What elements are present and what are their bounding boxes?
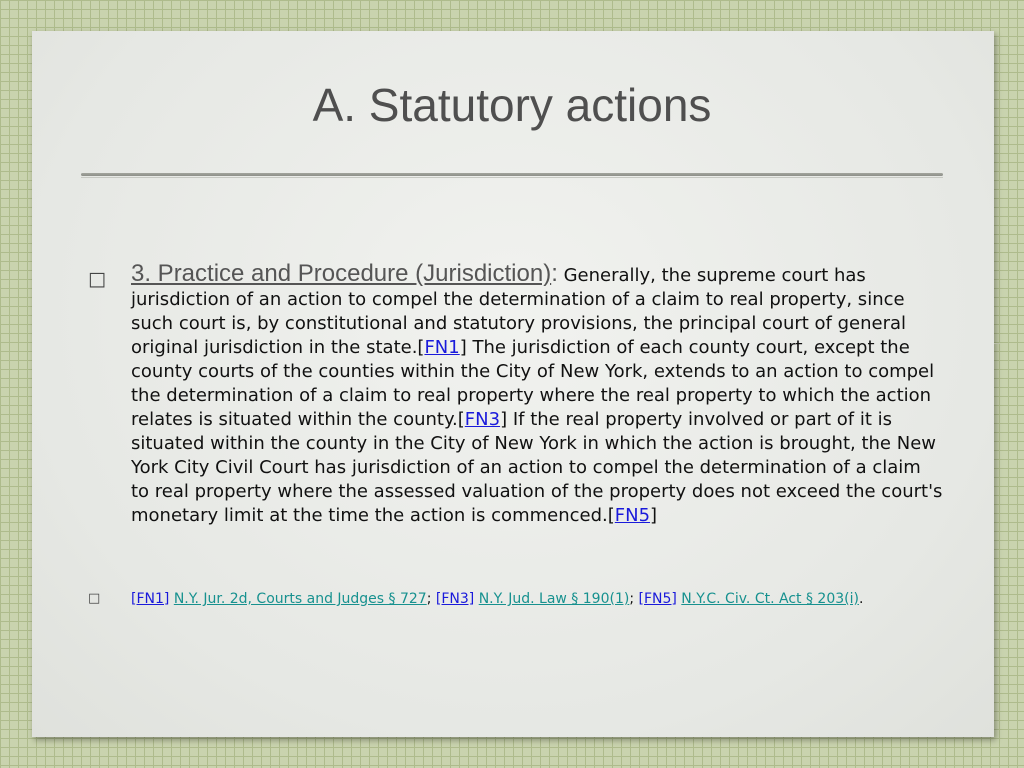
citation-link-fn3[interactable]: N.Y. Jud. Law § 190(1) [478,591,630,607]
citation-tag-fn3[interactable]: [FN3] [435,591,475,607]
bullet-square-icon-small: □ [88,591,101,606]
citation-link-fn1[interactable]: N.Y. Jur. 2d, Courts and Judges § 727 [173,591,427,607]
citation-link-fn5[interactable]: N.Y.C. Civ. Ct. Act § 203(i) [681,591,859,607]
title-divider-highlight [81,177,943,178]
title-divider [81,173,943,176]
citation-tag-fn1[interactable]: [FN1] [131,591,170,607]
footnote-link-fn3[interactable]: FN3 [464,409,501,430]
footnote-citations [131,590,921,609]
bullet-square-icon: □ [88,268,106,290]
citation-separator: ; [426,591,436,607]
citation-tag-fn5[interactable]: [FN5] [638,591,677,607]
section-heading: 3. Practice and Procedure (Jurisdiction) [131,260,552,287]
citation-end: . [858,591,864,607]
slide-title: A. Statutory actions [312,79,712,131]
heading-colon: : [551,260,558,287]
body-text-b: ] The jurisdiction of each county court, except the county courts of the counties within the City of New York, extends to an action to compel the determination of a claim to real property where the real property to which the action relates is situated within the county.[ [131,337,935,430]
bullet-jurisdiction-text [131,262,943,528]
footnote-link-fn5[interactable]: FN5 [614,505,651,526]
body-text-a: Generally, the supreme court has jurisdiction of an action to compel the determination of a claim to real property, since such court is, by constitutional and statutory provisions, the principal court of general original jurisdiction in the state.[ [131,265,907,358]
body-text-d: ] [650,505,658,526]
citation-separator: ; [629,591,639,607]
footnote-link-fn1[interactable]: FN1 [424,337,460,358]
edge-mark [994,343,1000,347]
body-text-c: ] If the real property involved or part of it is situated within the county in the City of New York in which the action is brought, the New York City Civil Court has jurisdiction of an action to compel the determination of a claim to real property where the assessed valuation of the property does not exceed the court's monetary limit at the time the action is commenced.[ [131,409,943,526]
